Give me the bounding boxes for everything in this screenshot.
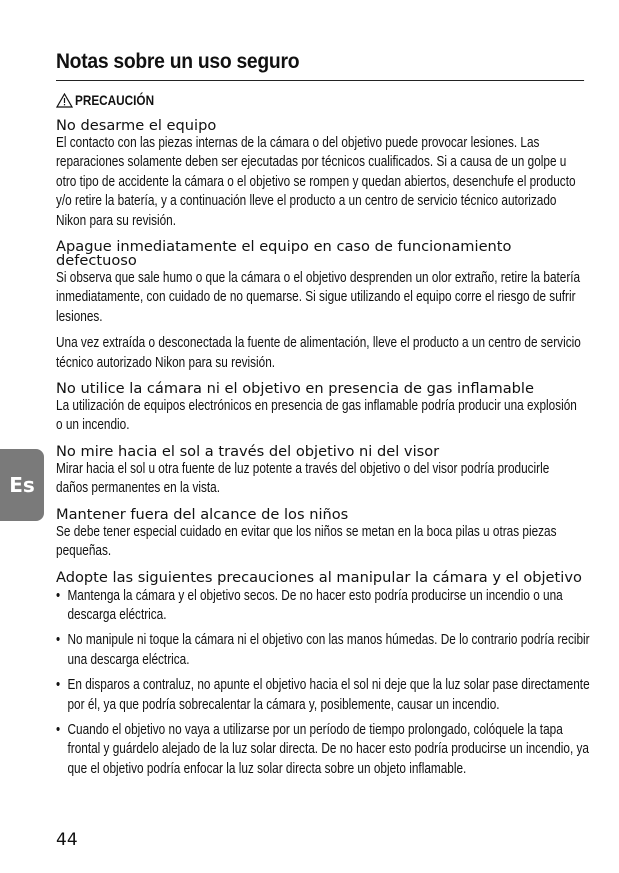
section-no-disassemble	[56, 119, 584, 231]
section-paragraph: Una vez extraída o desconectada la fuente de alimentación, lleve el producto a un centro de servicio técnico autorizado Nikon para su revisión.	[56, 335, 581, 371]
section-heading: Apague inmediatamente el equipo en caso de funcionamiento defectuoso	[56, 238, 512, 270]
page-number: 44	[56, 830, 78, 850]
section-sun	[56, 442, 584, 499]
warning-triangle-icon	[56, 93, 73, 108]
section-paragraph: Mirar hacia el sol u otra fuente de luz potente a través del objetivo o del visor podría producirle daños permanentes en la vista.	[56, 460, 550, 497]
section-heading: No desarme el equipo	[56, 117, 217, 134]
document-page	[56, 50, 590, 785]
section-paragraph: El contacto con las piezas internas de la cámara o del objetivo puede provocar lesiones. Las reparaciones solamente deben ser ejecutadas por técnicos cualificados. Si a causa de un golpe u otro tipo de accidente la cámara o el objetivo se rompen y quedan abiertos, desenchufe el producto y/o retire la batería, y a continuación lleve el producto a un centro de servicio técnico autorizado Nikon para su revisión.	[56, 135, 576, 229]
section-heading: No mire hacia el sol a través del objetivo ni del visor	[56, 442, 440, 460]
list-item: • En disparos a contraluz, no apunte el objetivo hacia el sol ni deje que la luz solar pase directamente por él, ya que podría sobrecalentar la cámara y, posiblemente, causar un incendio.	[56, 676, 596, 715]
page-title: Notas sobre un uso seguro	[56, 50, 584, 81]
section-heading: Mantener fuera del alcance de los niños	[56, 505, 349, 523]
section-heading: No utilice la cámara ni el objetivo en presencia de gas inflamable	[56, 380, 534, 398]
section-children	[56, 505, 584, 562]
section-malfunction	[56, 240, 584, 373]
caution-label: PRECAUCIÓN	[75, 92, 155, 108]
list-item: • No manipule ni toque la cámara ni el objetivo con las manos húmedas. De lo contrario podría recibir una descarga eléctrica.	[56, 631, 596, 670]
section-heading: Adopte las siguientes precauciones al manipular la cámara y el objetivo	[56, 568, 582, 586]
precaution-list	[56, 587, 590, 780]
section-paragraph: Si observa que sale humo o que la cámara o el objetivo desprenden un olor extraño, retire la batería inmediatamente, con cuidado de no quemarse. Si sigue utilizando el equipo corre el riesgo de sufrir lesiones.	[56, 270, 581, 325]
section-paragraph: La utilización de equipos electrónicos en presencia de gas inflamable podría producir una explosión o un incendio.	[56, 398, 577, 434]
section-paragraph: Se debe tener especial cuidado en evitar que los niños se metan en la boca pilas u otras piezas pequeñas.	[56, 523, 557, 560]
language-tab-label: Es	[9, 473, 35, 497]
caution-banner	[56, 90, 584, 110]
section-handling	[56, 568, 590, 780]
list-item: • Mantenga la cámara y el objetivo secos. De no hacer esto podría producirse un incendio o una descarga eléctrica.	[56, 587, 596, 626]
list-item: • Cuando el objetivo no vaya a utilizarse por un período de tiempo prolongado, colóquele la tapa frontal y guárdelo alejado de la luz solar directa. De no hacer esto podría producirse un incendio, ya que el objetivo podría enfocar la luz solar directa sobre un objeto inflamable.	[56, 721, 596, 779]
language-tab	[0, 449, 44, 521]
section-flammable-gas	[56, 382, 584, 436]
